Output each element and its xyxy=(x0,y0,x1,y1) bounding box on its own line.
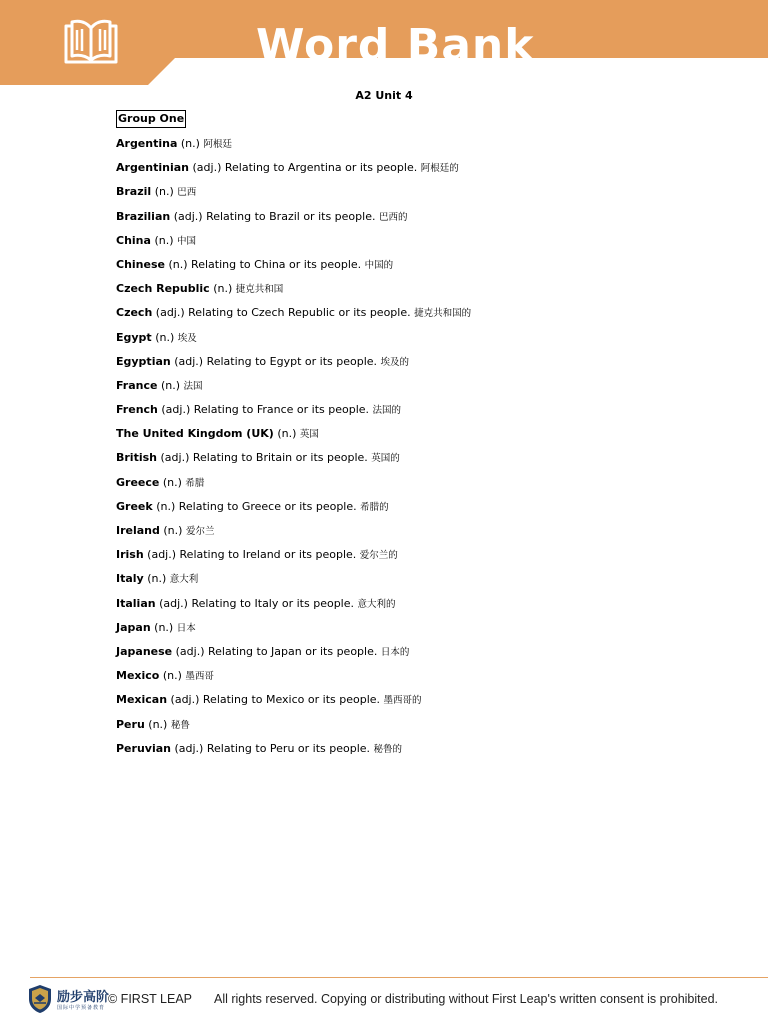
word-term: Chinese xyxy=(116,257,165,271)
word-term: Peruvian xyxy=(116,741,171,755)
chinese-translation: 墨西哥的 xyxy=(383,695,422,707)
part-of-speech: (n.) xyxy=(163,524,183,537)
word-term: Egypt xyxy=(116,330,152,344)
chinese-translation: 巴西的 xyxy=(378,211,408,223)
chinese-translation: 中国 xyxy=(177,235,197,247)
chinese-translation: 希腊的 xyxy=(360,501,389,513)
word-definition: Relating to China or its people. xyxy=(191,257,362,271)
unit-subtitle: A2 Unit 4 xyxy=(355,89,413,102)
word-entry xyxy=(116,669,716,693)
word-definition: Relating to Egypt or its people. xyxy=(206,354,378,368)
part-of-speech: (adj.) xyxy=(170,693,200,707)
chinese-translation: 英国的 xyxy=(371,453,400,465)
part-of-speech: (n.) xyxy=(147,572,167,586)
chinese-translation: 埃及 xyxy=(177,332,197,344)
word-entry xyxy=(116,234,716,258)
word-list xyxy=(116,137,716,766)
part-of-speech: (adj.) xyxy=(147,548,177,562)
chinese-translation: 墨西哥 xyxy=(185,671,214,683)
word-entry xyxy=(116,258,716,282)
word-entry xyxy=(116,427,716,451)
part-of-speech: (adj.) xyxy=(173,209,203,223)
chinese-translation: 日本的 xyxy=(380,646,410,658)
word-definition: Relating to Czech Republic or its people. xyxy=(188,306,411,320)
word-entry xyxy=(116,185,716,209)
chinese-translation: 秘鲁的 xyxy=(373,743,403,755)
chinese-translation: 巴西 xyxy=(177,187,197,199)
word-entry xyxy=(116,451,716,475)
part-of-speech: (n.) xyxy=(156,499,176,513)
chinese-translation: 意大利 xyxy=(169,574,199,586)
word-term: Argentina xyxy=(116,137,178,150)
word-entry xyxy=(116,161,716,185)
word-term: Egyptian xyxy=(116,354,171,368)
word-term: Irish xyxy=(116,548,144,562)
word-entry xyxy=(116,355,716,379)
chinese-translation: 阿根廷 xyxy=(203,139,232,150)
word-term: French xyxy=(116,403,158,417)
open-book-icon xyxy=(62,18,120,66)
word-term: The United Kingdom (UK) xyxy=(116,427,274,441)
word-definition: Relating to Argentina or its people. xyxy=(224,161,418,175)
word-term: Peru xyxy=(116,717,145,731)
chinese-translation: 秘鲁 xyxy=(170,719,190,731)
word-definition: Relating to Italy or its people. xyxy=(191,596,354,610)
chinese-translation: 意大利的 xyxy=(357,598,396,610)
chinese-translation: 中国的 xyxy=(364,259,394,271)
part-of-speech: (n.) xyxy=(155,330,175,344)
word-entry xyxy=(116,500,716,524)
shield-logo-icon xyxy=(28,984,52,1014)
word-term: British xyxy=(116,451,157,465)
word-entry xyxy=(116,524,716,548)
chinese-translation: 捷克共和国的 xyxy=(414,308,472,320)
word-term: Japan xyxy=(116,620,151,634)
word-term: Greek xyxy=(116,499,153,513)
word-term: Ireland xyxy=(116,524,160,537)
part-of-speech: (adj.) xyxy=(161,403,191,417)
part-of-speech: (adj.) xyxy=(155,306,185,320)
part-of-speech: (adj.) xyxy=(174,354,204,368)
word-entry xyxy=(116,331,716,355)
word-definition: Relating to Brazil or its people. xyxy=(206,209,376,223)
page-title: Word Bank xyxy=(256,20,535,71)
word-term: Mexican xyxy=(116,693,168,707)
word-term: Japanese xyxy=(116,644,173,658)
word-entry xyxy=(116,476,716,500)
word-definition: Relating to Greece or its people. xyxy=(178,499,357,513)
chinese-translation: 法国 xyxy=(183,380,203,392)
footer-divider xyxy=(30,977,768,978)
part-of-speech: (adj.) xyxy=(159,596,188,610)
word-entry xyxy=(116,282,716,306)
word-entry xyxy=(116,693,716,717)
word-term: Brazil xyxy=(116,185,152,199)
word-entry xyxy=(116,572,716,596)
word-entry xyxy=(116,742,716,766)
chinese-translation: 爱尔兰 xyxy=(185,526,215,537)
part-of-speech: (n.) xyxy=(154,233,174,247)
word-entry xyxy=(116,403,716,427)
word-term: Argentinian xyxy=(116,161,189,175)
brand-tagline-cn: 国际中学预备教育 xyxy=(57,1005,106,1011)
part-of-speech: (n.) xyxy=(160,378,181,392)
part-of-speech: (adj.) xyxy=(175,644,205,658)
word-definition: Relating to France or its people. xyxy=(193,403,370,417)
word-entry xyxy=(116,548,716,572)
word-term: Czech xyxy=(116,306,153,320)
header-banner xyxy=(0,0,768,85)
word-entry xyxy=(116,621,716,645)
chinese-translation: 捷克共和国 xyxy=(235,284,284,296)
word-term: Czech Republic xyxy=(116,282,210,296)
part-of-speech: (adj.) xyxy=(160,451,190,465)
word-term: France xyxy=(116,378,158,392)
brand-name-cn: 励步高阶 xyxy=(57,990,110,1005)
part-of-speech: (n.) xyxy=(162,475,182,489)
group-label: Group One xyxy=(116,110,186,128)
part-of-speech: (n.) xyxy=(180,137,200,150)
word-entry xyxy=(116,645,716,669)
word-term: China xyxy=(116,233,151,247)
word-term: Italy xyxy=(116,572,144,586)
part-of-speech: (adj.) xyxy=(192,161,222,175)
word-definition: Relating to Peru or its people. xyxy=(206,741,371,755)
word-entry xyxy=(116,137,716,161)
word-entry xyxy=(116,306,716,330)
word-entry xyxy=(116,379,716,403)
part-of-speech: (n.) xyxy=(168,257,188,271)
rights-notice: All rights reserved. Copying or distributing without First Leap's written consent is prohibited. xyxy=(214,992,719,1006)
word-definition: Relating to Japan or its people. xyxy=(207,644,378,658)
word-definition: Relating to Britain or its people. xyxy=(192,451,368,465)
word-entry xyxy=(116,210,716,234)
part-of-speech: (n.) xyxy=(154,185,174,199)
chinese-translation: 日本 xyxy=(176,622,196,634)
word-term: Brazilian xyxy=(116,209,171,223)
copyright-text: © FIRST LEAP xyxy=(108,992,193,1006)
word-term: Greece xyxy=(116,475,160,489)
word-definition: Relating to Ireland or its people. xyxy=(179,548,357,562)
chinese-translation: 阿根廷的 xyxy=(420,163,459,175)
chinese-translation: 希腊 xyxy=(185,477,205,489)
footer xyxy=(28,984,748,1016)
chinese-translation: 英国 xyxy=(299,429,319,441)
part-of-speech: (adj.) xyxy=(174,741,204,755)
chinese-translation: 埃及的 xyxy=(380,356,410,368)
part-of-speech: (n.) xyxy=(154,620,174,634)
word-entry xyxy=(116,597,716,621)
word-entry xyxy=(116,718,716,742)
word-definition: Relating to Mexico or its people. xyxy=(202,693,381,707)
word-term: Italian xyxy=(116,596,156,610)
part-of-speech: (n.) xyxy=(277,427,297,441)
chinese-translation: 法国的 xyxy=(372,405,402,417)
chinese-translation: 爱尔兰的 xyxy=(359,550,398,562)
part-of-speech: (n.) xyxy=(148,717,168,731)
part-of-speech: (n.) xyxy=(162,669,182,683)
word-term: Mexico xyxy=(116,669,160,683)
part-of-speech: (n.) xyxy=(213,282,233,296)
